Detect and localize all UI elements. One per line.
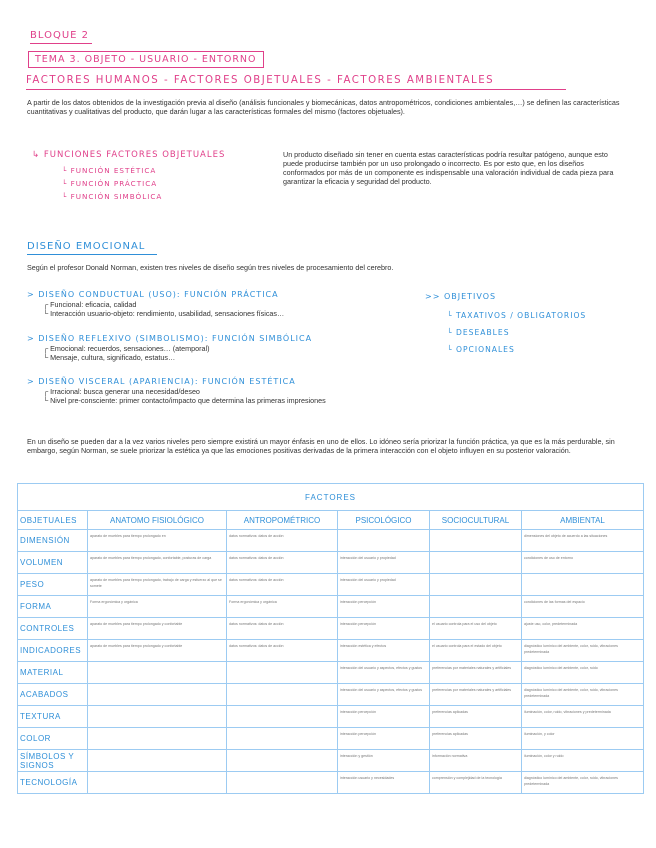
table-cell — [227, 684, 338, 706]
objetivos-title: >> OBJETIVOS — [425, 292, 497, 301]
nivel-reflexivo-title: > DISEÑO REFLEXIVO (SIMBOLISMO): FUNCIÓN SIMBÓLICA — [27, 334, 313, 343]
table-cell: interacción percepción — [338, 618, 430, 640]
section-underline — [26, 89, 566, 90]
table-cell: interacción del usuario y propiedad — [338, 574, 430, 596]
funcion-estetica: └ FUNCIÓN ESTÉTICA — [62, 166, 157, 175]
table-row — [18, 552, 644, 574]
table-row — [18, 772, 644, 794]
table-row — [18, 574, 644, 596]
row-label: CONTROLES — [18, 618, 88, 640]
table-cell: interacción estética y efectos — [338, 640, 430, 662]
row-label: FORMA — [18, 596, 88, 618]
table-cell: aparato de muebles para tiempo prolongado y confortable — [88, 618, 227, 640]
objetivo-opcionales: └ OPCIONALES — [447, 345, 515, 354]
table-row — [18, 750, 644, 772]
table-row — [18, 728, 644, 750]
table-cell: iluminación, color y ruido — [522, 750, 644, 772]
table-cell: información normativa — [430, 750, 522, 772]
nivel-visceral-title: > DISEÑO VISCERAL (APARIENCIA): FUNCIÓN ESTÉTICA — [27, 377, 296, 386]
table-cell — [338, 530, 430, 552]
nivel-conductual-line-2: └ Interacción usuario-objeto: rendimiento, usabilidad, sensaciones físicas… — [43, 309, 285, 318]
arrow-right-icon: ↳ — [32, 150, 44, 160]
emocional-intro: Según el profesor Donald Norman, existen tres niveles de diseño según tres niveles de procesamiento del cerebro. — [27, 263, 394, 272]
table-cell — [430, 552, 522, 574]
table-cell: condiciones de uso de entorno — [522, 552, 644, 574]
table-cell — [227, 706, 338, 728]
table-cell — [88, 662, 227, 684]
row-label: DIMENSIÓN — [18, 530, 88, 552]
table-cell: preferencias por materiales naturales y artificiales — [430, 684, 522, 706]
objetivo-taxativos: └ TAXATIVOS / OBLIGATORIOS — [447, 311, 587, 320]
nivel-reflexivo-line-1: ┌ Emocional: recuerdos, sensaciones… (atemporal) — [43, 344, 210, 353]
table-cell — [88, 728, 227, 750]
nivel-visceral-line-1: ┌ Irracional: busca generar una necesidad/deseo — [43, 387, 200, 396]
table-cell: interacción percepción — [338, 706, 430, 728]
row-label: MATERIAL — [18, 662, 88, 684]
nivel-conductual-line-1: ┌ Funcional: eficacia, calidad — [43, 300, 137, 309]
table-cell: preferencias aplicadas — [430, 728, 522, 750]
table-cell: aparato de muebles para tiempo prolongado en — [88, 530, 227, 552]
table-cell: diagnóstico lumínico del ambiente, color, ruido, vibraciones predeterminada — [522, 640, 644, 662]
table-cell: el usuario controla para el uso del objeto — [430, 618, 522, 640]
table-cell — [88, 706, 227, 728]
table-row — [18, 684, 644, 706]
table-cell: preferencias por materiales naturales y artificiales — [430, 662, 522, 684]
objetivo-deseables: └ DESEABLES — [447, 328, 510, 337]
table-cell — [227, 772, 338, 794]
nivel-conductual-title: > DISEÑO CONDUCTUAL (USO): FUNCIÓN PRÁCTICA — [27, 290, 279, 299]
table-row — [18, 662, 644, 684]
table-cell — [227, 750, 338, 772]
col-anatomo: ANATOMO FISIOLÓGICO — [88, 511, 227, 530]
row-label: INDICADORES — [18, 640, 88, 662]
table-row — [18, 530, 644, 552]
table-row — [18, 596, 644, 618]
table-title: FACTORES — [18, 484, 644, 511]
table-row — [18, 640, 644, 662]
table-cell: diagnóstico lumínico del ambiente, color, ruido, vibraciones predeterminada — [522, 684, 644, 706]
funciones-title-row — [32, 150, 225, 160]
funciones-paragraph: Un producto diseñado sin tener en cuenta estas características podría resultar patógeno, aunque esto puede producirse también por un uso prolongado o incorrecto. Es por esto que, en los diseños conformados por más de un componente es indispensable una valoración individual de cada pieza para garantizar la eficacia y seguridad del producto. — [283, 150, 614, 186]
col-objetuales: OBJETUALES — [18, 511, 88, 530]
table-cell: iluminación, color, ruido, vibraciones y predeterminada — [522, 706, 644, 728]
col-psicologico: PSICOLÓGICO — [338, 511, 430, 530]
col-antropometrico: ANTROPOMÉTRICO — [227, 511, 338, 530]
table-cell: aparato de muebles para tiempo prolongado, confortable, posturas de carga — [88, 552, 227, 574]
table-cell: condiciones de las formas del espacio — [522, 596, 644, 618]
row-label: SÍMBOLOS Y SIGNOS — [18, 750, 88, 772]
nivel-reflexivo — [27, 334, 312, 362]
objetivos-block — [425, 292, 586, 358]
table-cell — [88, 772, 227, 794]
funcion-simbolica: └ FUNCIÓN SIMBÓLICA — [62, 192, 163, 201]
table-cell: datos normativos: datos de acción — [227, 530, 338, 552]
table-cell — [430, 530, 522, 552]
row-label: PESO — [18, 574, 88, 596]
row-label: VOLUMEN — [18, 552, 88, 574]
col-sociocultural: SOCIOCULTURAL — [430, 511, 522, 530]
table-cell: comprensión y complejidad de la tecnología — [430, 772, 522, 794]
funciones-block — [32, 150, 225, 203]
nivel-visceral — [27, 377, 326, 405]
table-cell: iluminación, y color — [522, 728, 644, 750]
table-cell: aparato de muebles para tiempo prolongado, trabajo de carga y esfuerzo al que se somete — [88, 574, 227, 596]
table-cell — [227, 728, 338, 750]
table-cell: interacción del usuario y aspectos, efectos y gustos — [338, 684, 430, 706]
table-cell: preferencias aplicadas — [430, 706, 522, 728]
nivel-visceral-line-2: └ Nivel pre-consciente: primer contacto/impacto que determina las primeras impresiones — [43, 396, 326, 405]
nivel-conductual — [27, 290, 284, 318]
table-cell: dimensiones del objeto de acuerdo a las situaciones — [522, 530, 644, 552]
table-cell: interacción del usuario y propiedad — [338, 552, 430, 574]
row-label: ACABADOS — [18, 684, 88, 706]
table-cell — [88, 684, 227, 706]
row-label: TEXTURA — [18, 706, 88, 728]
emocional-title: DISEÑO EMOCIONAL — [27, 241, 146, 252]
row-label: TECNOLOGÍA — [18, 772, 88, 794]
emocional-closing: En un diseño se pueden dar a la vez varios niveles pero siempre existirá un mayor énfasis en uno de ellos. Lo idóneo sería priorizar la función práctica, ya que es la más perdurable, sin embargo, según Norman, se suele priorizar la estética ya que las emociones positivas derivadas de la primera interacción con el objeto influyen en su posterior valoración. — [27, 437, 615, 455]
bloque-label: BLOQUE 2 — [30, 30, 89, 41]
bloque-underline — [30, 43, 92, 44]
col-ambiental: AMBIENTAL — [522, 511, 644, 530]
emocional-underline — [27, 254, 157, 255]
table-cell: el usuario controla para el estado del objeto — [430, 640, 522, 662]
table-cell: interacción percepción — [338, 728, 430, 750]
section-title: FACTORES HUMANOS - FACTORES OBJETUALES - FACTORES AMBIENTALES — [26, 75, 495, 86]
table-cell: interacción y gestión — [338, 750, 430, 772]
table-row — [18, 618, 644, 640]
tema-box — [28, 51, 264, 68]
table-row — [18, 706, 644, 728]
table-cell: aparato de muebles para tiempo prolongado y confortable — [88, 640, 227, 662]
table-cell — [430, 596, 522, 618]
table-cell: interacción percepción — [338, 596, 430, 618]
row-label: COLOR — [18, 728, 88, 750]
funciones-title: FUNCIONES FACTORES OBJETUALES — [43, 150, 226, 160]
table-cell: Forma ergonómica y orgánica — [88, 596, 227, 618]
table-cell: ajuste uso, color, predeterminada — [522, 618, 644, 640]
intro-paragraph: A partir de los datos obtenidos de la investigación previa al diseño (análisis funcionales y biomecánicas, datos antropométricos, condiciones ambientales,…) se definen las características cuantitativas y cualitativas del producto, que darán lugar a las características formales del mismo (factores objetuales). — [27, 98, 620, 116]
table-cell: Forma ergonómica y orgánica — [227, 596, 338, 618]
table-cell — [430, 574, 522, 596]
table-cell: datos normativos: datos de acción — [227, 640, 338, 662]
nivel-reflexivo-line-2: └ Mensaje, cultura, significado, estatus… — [43, 353, 176, 362]
table-cell — [227, 662, 338, 684]
table-cell — [88, 750, 227, 772]
tema-label: TEMA 3. OBJETO - USUARIO - ENTORNO — [35, 54, 257, 65]
table-cell: diagnóstico lumínico del ambiente, color, ruido — [522, 662, 644, 684]
table-cell: interacción usuario y necesidades — [338, 772, 430, 794]
funcion-practica: └ FUNCIÓN PRÁCTICA — [62, 179, 158, 188]
factores-table — [17, 483, 644, 794]
table-cell: datos normativos: datos de acción — [227, 618, 338, 640]
table-cell: interacción del usuario y aspectos, efectos y gustos — [338, 662, 430, 684]
table-cell: datos normativos: datos de acción — [227, 574, 338, 596]
table-cell: datos normativos: datos de acción — [227, 552, 338, 574]
table-cell: diagnóstico lumínico del ambiente, color, ruido, vibraciones predeterminada — [522, 772, 644, 794]
table-cell — [522, 574, 644, 596]
